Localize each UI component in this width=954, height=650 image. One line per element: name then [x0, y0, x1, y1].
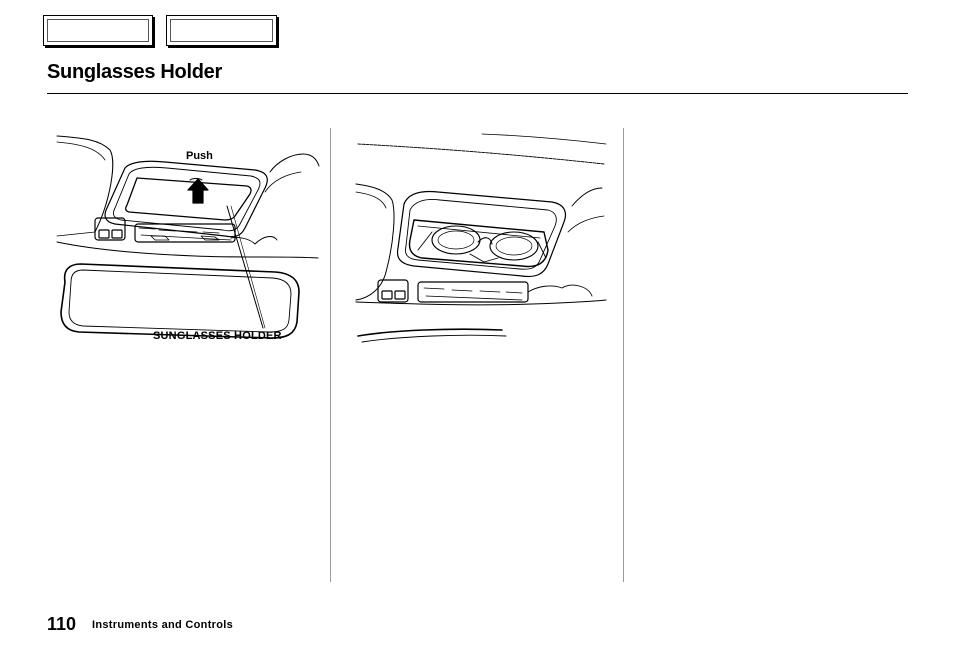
- sunglasses-holder-closed-illustration: [55, 132, 320, 347]
- title-rule: [47, 93, 908, 94]
- prev-page-button-frame: [47, 19, 149, 42]
- page-number: 110: [47, 614, 77, 634]
- section-name: Instruments and Controls: [92, 619, 234, 631]
- page-title: Sunglasses Holder: [47, 61, 222, 83]
- next-page-button-frame: [170, 19, 273, 42]
- column-divider: [330, 128, 331, 582]
- column-divider: [623, 128, 624, 582]
- next-page-button[interactable]: [166, 15, 277, 46]
- prev-page-button[interactable]: [43, 15, 153, 46]
- push-label: Push: [186, 150, 213, 162]
- sunglasses-holder-label: SUNGLASSES HOLDER: [153, 330, 282, 342]
- sunglasses-holder-open-illustration: [352, 132, 610, 344]
